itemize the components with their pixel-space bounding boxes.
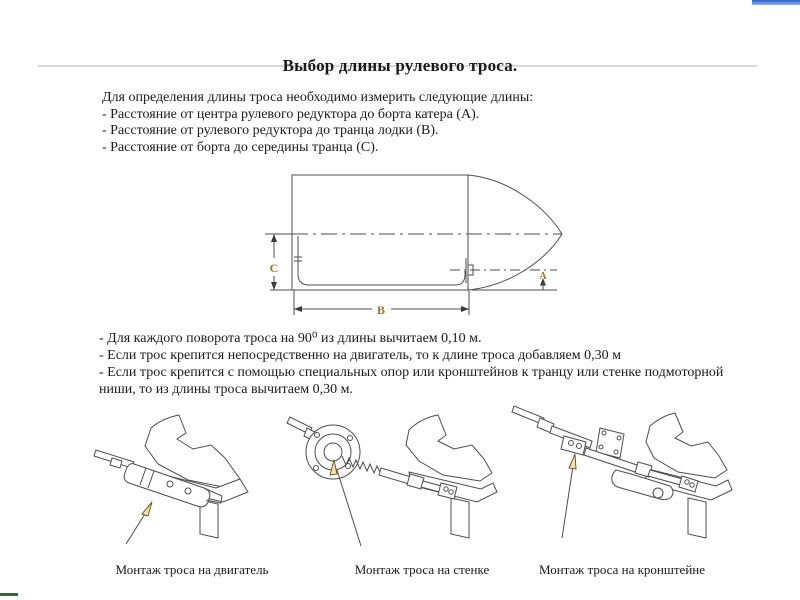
notes-paragraph [99,330,724,398]
dim-label-a: A [539,271,547,282]
plate-screw [602,431,606,435]
boat-hull-transom [292,175,468,290]
figure-bracket-mount-svg [500,398,738,556]
mount-bolt [167,481,173,487]
boat-diagram-svg [260,168,575,318]
dim-b-arrow-right [461,306,469,312]
dim-label-c: C [269,261,279,275]
dim-c-arrow-down [271,282,277,290]
boat-bow-upper [468,175,562,234]
figure-wall-mount-illustration [283,398,498,556]
figure-wall-mount-svg [283,398,498,556]
intro-item: - Расстояние от борта до середины транца (С). [102,139,379,155]
figure-engine-mount-illustration [88,408,288,556]
pointer-arrow-head [142,502,152,516]
pointer-arrow-line [562,466,573,538]
steering-cable-route [298,236,465,285]
transom-leg [451,498,469,538]
clamp-bolt [577,444,582,449]
clamp-bolt [449,490,453,494]
figure-bracket-mount-illustration [500,398,738,556]
figure-caption: Монтаж троса на двигатель [115,562,269,577]
transom-panel [646,413,727,478]
clamp-bolt [444,487,448,491]
bracket-hole [653,488,663,498]
figure-engine-mount-svg [88,408,288,556]
pointer-arrow-head [569,454,576,469]
wall-flange-hub [324,443,342,461]
intro-lead: Для определения длины троса необходимо измерить следующие длины: [102,90,534,105]
page-title: Выбор длины рулевого троса. [282,56,518,75]
flange-bolt [348,436,353,441]
boat-dimension-diagram [260,168,575,318]
figure-caption: Монтаж троса на стенке [354,562,490,577]
intro-item: - Расстояние от рулевого редуктора до транца лодки (В). [102,123,439,138]
plate-screw [614,450,618,454]
note-item: - Если трос крепится с помощью специальных опор или кронштейнов к транцу или стенке подмоторной ниши, то из длины троса вычитаем 0,30 м. [99,365,724,397]
note-item: - Если трос крепится непосредственно на двигатель, то к длине троса добавляем 0,30 м [99,348,621,363]
intro-paragraph [102,90,662,156]
pointer-arrow-line [337,470,361,546]
dim-c-arrow-up [271,234,277,242]
clamp-bolt [690,483,694,487]
intro-item: - Расстояние от центра рулевого редуктора до борта катера (А). [102,106,480,122]
plate-screw [617,436,621,440]
transom-panel [406,415,492,481]
flange-bolt [315,433,320,438]
dim-label-b: B [376,303,386,317]
window-edge-accent [752,0,800,5]
clamp-bolt [685,480,689,484]
figure-caption: Монтаж троса на кронштейне [538,562,706,577]
plate-screw [599,445,603,449]
boat-bow-lower [468,234,562,290]
note-item: - Для каждого поворота троса на 90⁰ из длины вычитаем 0,10 м. [99,331,482,346]
transom-leg [688,498,706,538]
clamp-bolt [569,441,574,446]
page-footer-accent [0,593,18,596]
cable-rod [379,468,411,484]
dim-b-arrow-left [294,306,302,312]
mount-bolt [185,488,191,494]
flange-bolt [314,466,319,471]
